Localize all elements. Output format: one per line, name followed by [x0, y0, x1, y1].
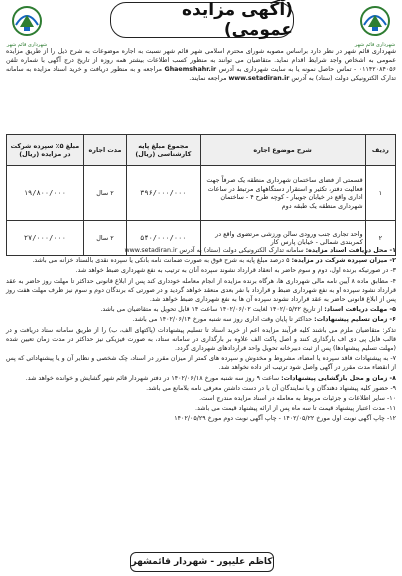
clause-label: ۵- مهلت دریافت اسناد:	[324, 306, 396, 314]
clause-text: ۱۱- مدت اعتبار پیشنهاد قیمت تا سه ماه پس از ارائه پیشنهاد قیمت می باشد.	[194, 405, 396, 413]
row-index: ۲	[365, 221, 395, 256]
municipality-emblem-icon	[2, 3, 52, 47]
header-base-price: مجموع مبلغ پایه کارشناسی (ریال)	[127, 135, 200, 166]
clause-item	[6, 414, 396, 423]
intro-text-2: مراجعه و به منظور دریافت و خرید اسناد مزایده به سامانه تدارک الکترونیکی دولت (ستاد) به آدرس	[6, 66, 396, 82]
clause-item	[6, 374, 396, 383]
clauses-list	[6, 246, 396, 425]
auction-table	[6, 134, 396, 256]
header-subject: شرح موضوع اجاره	[200, 135, 365, 166]
header	[0, 0, 402, 46]
intro-text: شهرداری قائم شهر در نظر دارد براساس مصوبه شورای محترم اسلامی شهر قائم شهر نسبت به اجاره موضوعات به شرح ذیل را از طریق مزایده عمومی به اشخاص واجد شرایط اقدام نماید. متقاضیان می توانند به منظور کسب اطلاعات بیشتر همه روزه از تاریخ درج آگهی با شماره تلفن ۰۱۱۴۲۰۸۴۰۵۶ - تماس حاصل نمونه یا به سایت شهرداری به آدرس	[6, 48, 396, 73]
clause-text: ساعت ۹ روز سه شنبه مورخ ۱۴۰۲/۰۶/۱۸ در دفتر شهردار قائم شهر گشایش و خوانده خواهد شد.	[25, 374, 280, 382]
clause-text: ۵ درصد مبلغ پایه به شرح فوق به صورت ضمانت نامه بانکی یا سپرده نقدی بالسناد خزانه می باشد.	[32, 257, 290, 265]
clause-label: ۶- زمان تسلیم پیشنهادات:	[314, 316, 396, 324]
clause-text: از تاریخ ۱۴۰۲/۰۵/۲۲ لغایت ۱۴۰۲/۰۶/۰۲ ساعت ۱۴ قابل تحویل به متقاضیان می باشد.	[100, 306, 323, 314]
header-duration: مدت اجاره	[83, 135, 126, 166]
row-duration: ۲ سال	[83, 166, 126, 221]
row-base-price: ۵۴۰/۰۰۰/۰۰۰	[127, 221, 200, 256]
clause-item	[6, 266, 396, 275]
clause-text: ۷- به پیشنهادات فاقد سپرده یا امضاء، مشروط و مخدوش و سپرده های کمتر از میزان مقرر در اسناد، چک شخصی و نظایر آن و یا پیشنهاداتی که پس از انقضاء مدت مقرر در آگهی واصل شود ترتیب اثر داده نخواهد شد.	[6, 355, 396, 372]
clause-item	[6, 246, 396, 255]
setad-link[interactable]: www.setadiran.ir	[228, 75, 290, 82]
clause-text: ۳- در صورتیکه برنده اول، دوم و سوم حاضر به انعقاد قرارداد نشوند سپرده آنان به ترتیب به نفع شهرداری ضبط خواهد شد.	[75, 267, 396, 275]
clause-item	[6, 256, 396, 265]
table-header-row	[7, 135, 396, 166]
clause-item	[6, 394, 396, 403]
title-banner	[110, 2, 294, 38]
clause-label: ۲- میزان سپرده شرکت در مزایده:	[291, 257, 396, 265]
logo-caption: شهرداری قائم شهر	[6, 42, 48, 48]
clause-label: ۱- محل دریافت اسناد مزایده:	[305, 247, 396, 254]
row-deposit: ۱۹/۸۰۰/۰۰۰	[7, 166, 84, 221]
clause-text: تذکر: متقاضیان ملزم می باشند کلیه فرآیند مزایده اعم از خرید اسناد تا تسلیم پیشنهادات (پاکتهای الف، ب) را از طریق سامانه ستاد دریافت و در قالب فایل پی دی اف بارگذاری کنند و اصل پاکت الف علاوه بر بارگذاری در سامانه ستاد، به صورت فیزیکی نیز حداکثر در مدت زمان تعیین شده (مهلت تسلیم پیشنهادها) پس از ثبت دبیرخانه تحویل واحد قراردادهای شهرداری گردد.	[6, 326, 396, 353]
clause-text: ۱۰- سایر اطلاعات و جزئیات مربوط به معامله در اسناد مزایده مندرج است.	[199, 395, 396, 403]
page-title: (آگهی مزایده عمومی)	[182, 0, 293, 40]
signature-text: کاظم علیپور - شهردار قائمشهر	[131, 557, 273, 567]
municipality-logo-left	[2, 3, 52, 47]
header-deposit: مبلغ ۵٪ سپرده شرکت در مزایده (ریال)	[7, 135, 84, 166]
municipality-emblem-icon	[350, 3, 400, 47]
clause-item	[6, 277, 396, 305]
website-link[interactable]: Ghaemshahr.ir	[164, 66, 217, 73]
row-base-price: ۳۹۶/۰۰۰/۰۰۰	[127, 166, 200, 221]
clause-text: ۹- حضور کلیه پیشنهاد دهندگان و یا نمایندگان آن با در دست داشتن معرفی نامه بلامانع می باشد.	[146, 384, 396, 392]
clause-item	[6, 384, 396, 393]
intro-paragraph	[6, 47, 396, 83]
clause-text: ۱۲- چاپ آگهی نوبت اول مورخ ۱۴۰۲/۰۵/۲۲ - چاپ آگهی نوبت دوم مورخ ۱۴۰۲/۰۵/۲۹	[174, 415, 396, 423]
clause-label: ۸- زمان و محل بازگشایی پیشنهادات:	[281, 374, 396, 382]
clause-item	[6, 354, 396, 372]
clause-text: سامانه تدارک الکترونیکی دولت (ستاد) به آدرس www.setadiran.ir	[124, 247, 304, 254]
municipality-logo-right	[350, 3, 400, 47]
clause-item	[6, 305, 396, 314]
row-subject: واحد تجاری جنب ورودی سالن ورزشی مرتضوی واقع در کمربندی شمالی - خیابان پارس کار	[200, 221, 365, 256]
clause-item	[6, 326, 396, 354]
clause-text: ۴- مطابق ماده ۸ آیین نامه مالی شهرداری ها، هرگاه برنده مزایده از انجام معامله خودداری کند پس از ابلاغ قانونی حداکثر تا مهلت روز حاضر به عقد قرارداد نشود سپرده او به نفع شهرداری ضبط و قرارداد با نفر بعدی منعقد خواهد گردید و در صورتی که برندگان دوم و سوم نیز ظرف مهلت هفت روز پس از ابلاغ قانونی حاضر به عقد قرارداد نشوند سپرده آن ها به نفع شهرداری ضبط خواهد شد.	[6, 277, 396, 304]
clause-text: حداکثر تا پایان وقت اداری روز سه شنبه مورخ ۱۴۰۲/۰۶/۱۴ می باشد.	[132, 316, 313, 324]
row-subject: قسمتی از فضای ساختمان شهرداری منطقه یک صرفاً جهت فعالیت دفتر، تکثیر و استقرار دستگاههای مرتبط در ساعات اداری واقع در خیابان جویبار - کوچه طرح ۴ - ساختمان شهرداری منطقه یک طبقه دوم	[200, 166, 365, 221]
row-index: ۱	[365, 166, 395, 221]
clause-item	[6, 315, 396, 324]
row-deposit: ۲۷/۰۰۰/۰۰۰	[7, 221, 84, 256]
clause-item	[6, 404, 396, 413]
header-row-number: ردیف	[365, 135, 395, 166]
logo-caption: شهرداری قائم شهر	[354, 42, 396, 48]
row-duration: ۲ سال	[83, 221, 126, 256]
table-row	[7, 166, 396, 221]
intro-text-3: مراجعه نمایند.	[189, 75, 227, 82]
signature-box	[130, 552, 274, 572]
